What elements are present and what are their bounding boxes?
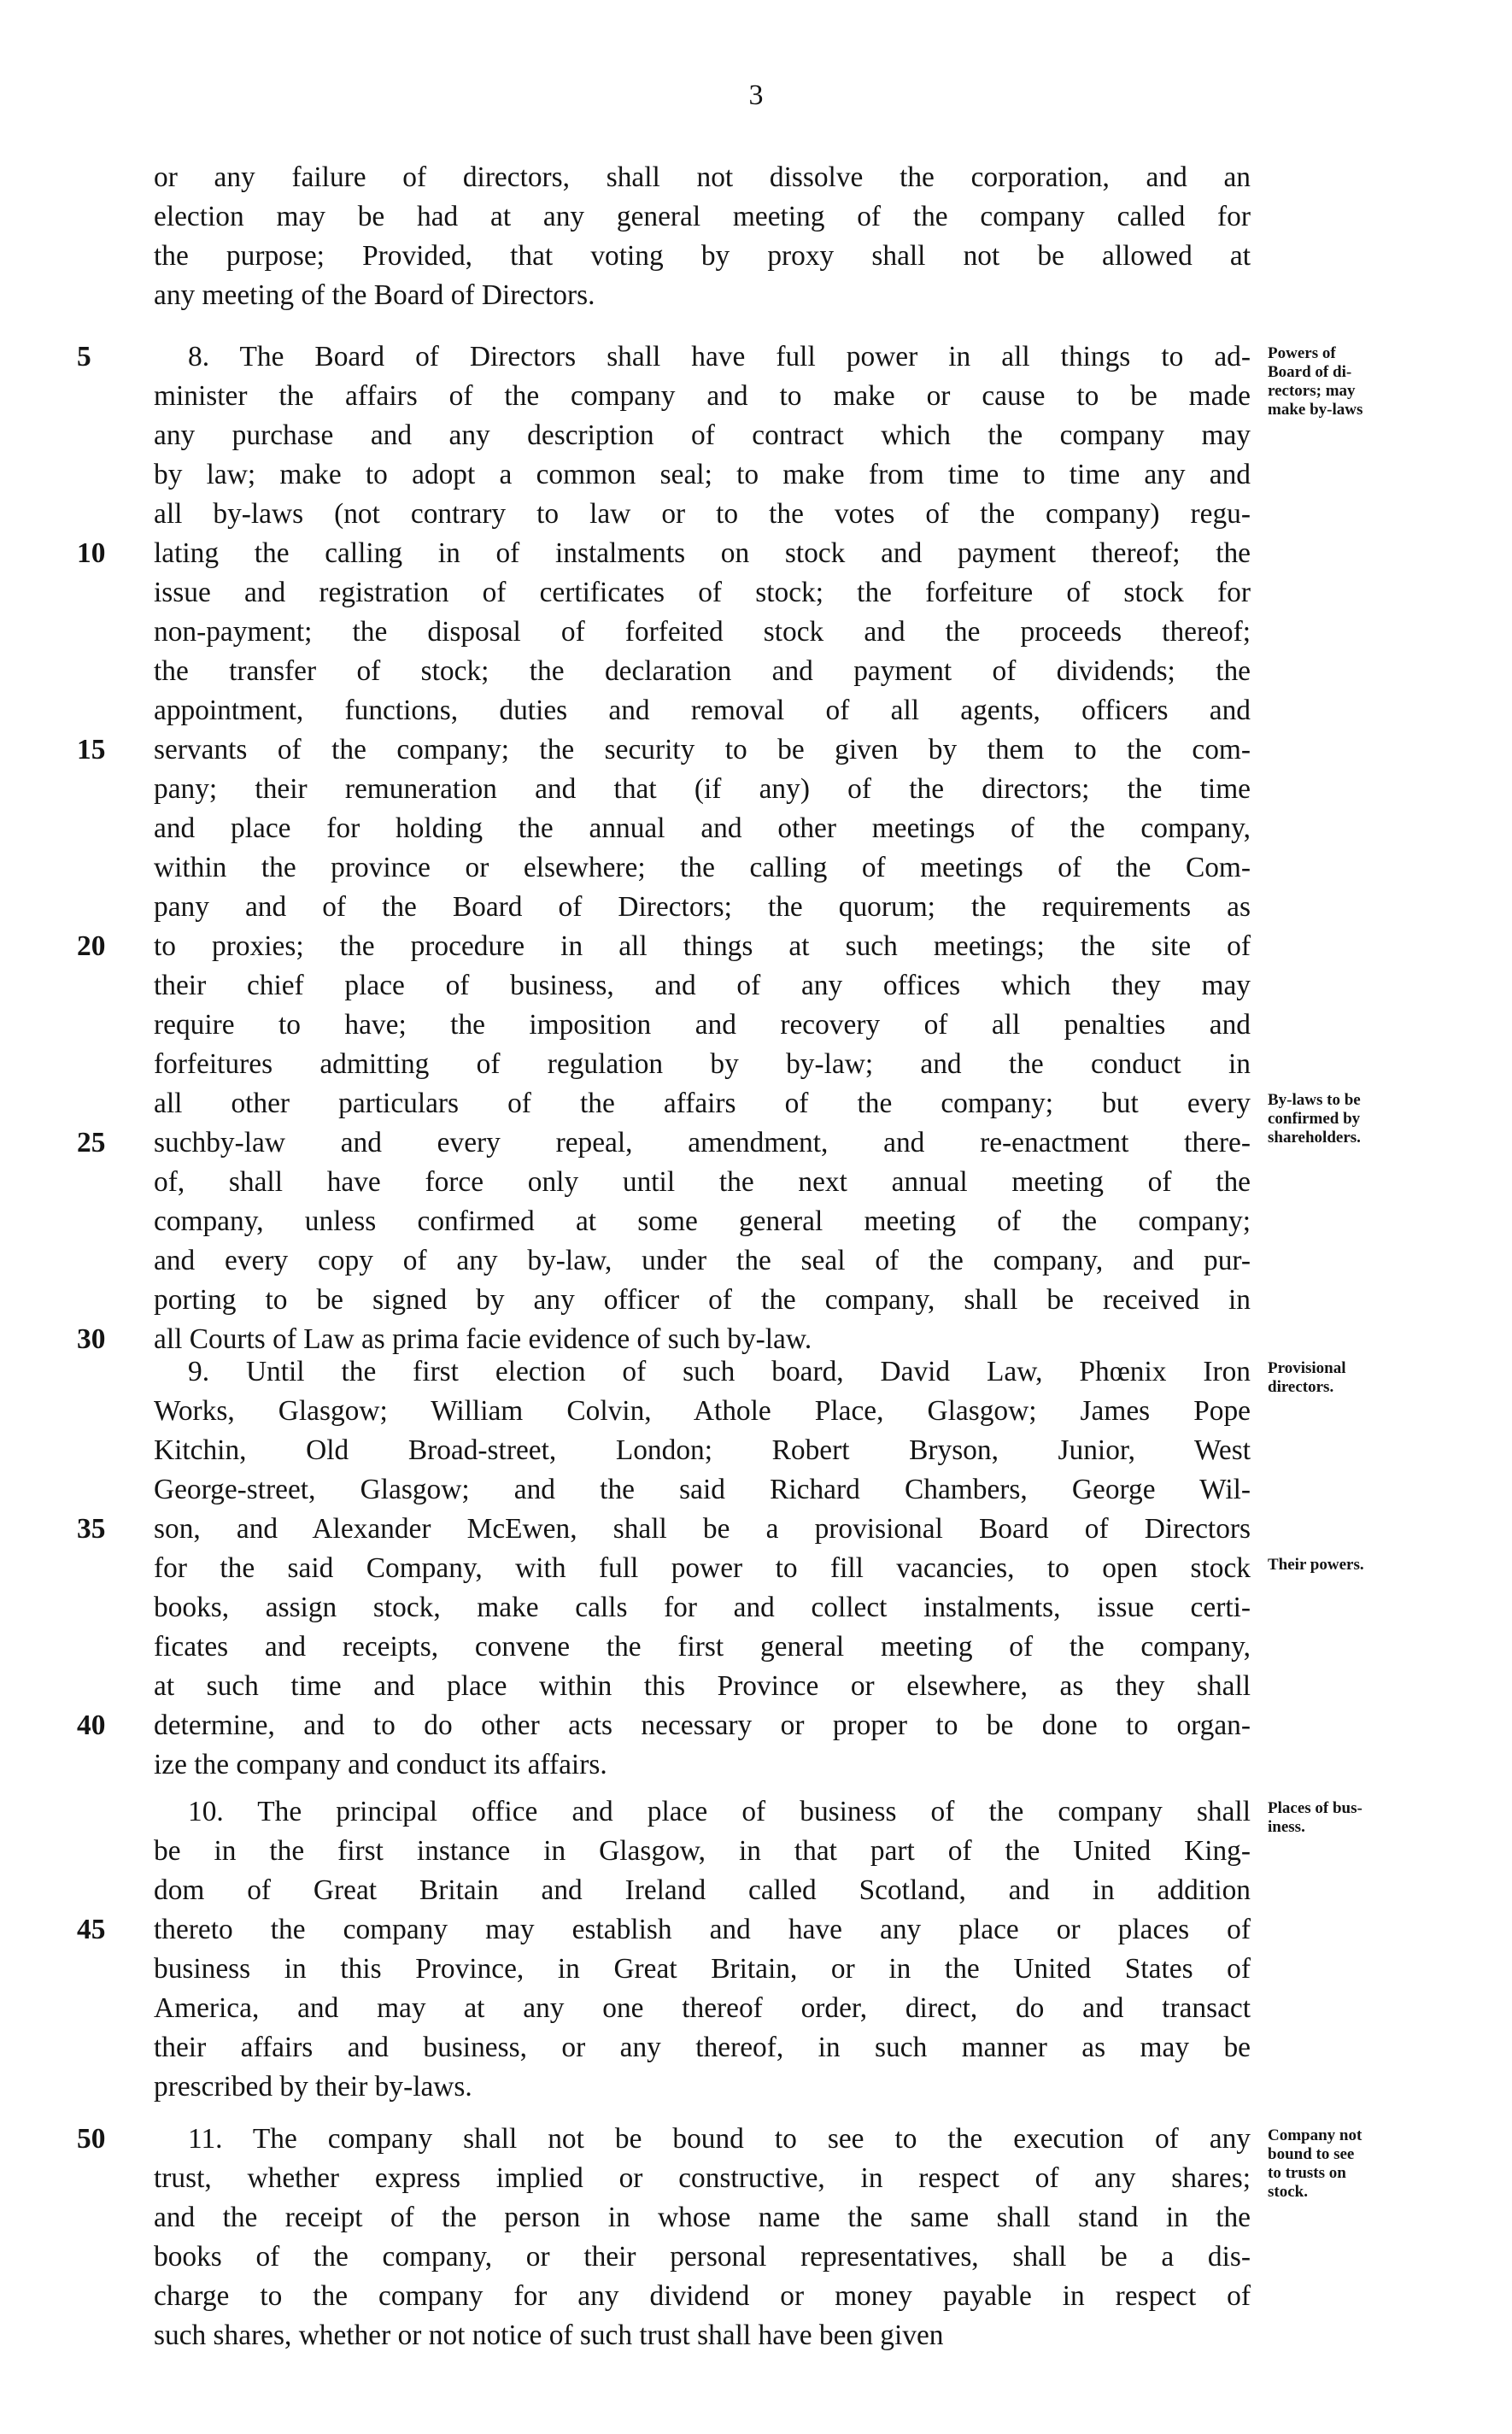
text-line: Works, Glasgow; William Colvin, Athole Place, Glasgow; James Pope (154, 1395, 1251, 1427)
text-line: non-payment; the disposal of forfeited stock and the proceeds thereof; (154, 616, 1251, 648)
text-line: George-street, Glasgow; and the said Richard Chambers, George Wil- (154, 1474, 1251, 1505)
text-line: any meeting of the Board of Directors. (154, 279, 595, 311)
line-number: 40 (77, 1710, 106, 1741)
text-line: America, and may at any one thereof order, direct, do and transact (154, 1992, 1251, 2024)
text-line: ize the company and conduct its affairs. (154, 1749, 607, 1780)
text-line: son, and Alexander McEwen, shall be a provisional Board of Directors (154, 1513, 1251, 1545)
line-number: 25 (77, 1127, 106, 1158)
text-line: and place for holding the annual and other meetings of the company, (154, 812, 1251, 844)
text-line: trust, whether express implied or constructive, in respect of any shares; (154, 2162, 1251, 2194)
text-line: Kitchin, Old Broad-street, London; Robert Bryson, Junior, West (154, 1434, 1251, 1466)
text-line: thereto the company may establish and have any place or places of (154, 1914, 1251, 1945)
text-line: determine, and to do other acts necessary or proper to be done to organ- (154, 1710, 1251, 1741)
text-line: all Courts of Law as prima facie evidence of such by-law. (154, 1323, 812, 1355)
text-line: and every copy of any by-law, under the seal of the company, and pur- (154, 1245, 1251, 1276)
text-line: books of the company, or their personal representatives, shall be a dis- (154, 2241, 1251, 2273)
text-line: 10. The principal office and place of business of the company shall (188, 1796, 1251, 1827)
text-line: or any failure of directors, shall not dissolve the corporation, and an (154, 161, 1251, 193)
text-line: the purpose; Provided, that voting by proxy shall not be allowed at (154, 240, 1251, 272)
text-line: servants of the company; the security to be given by them to the com- (154, 734, 1251, 765)
text-line: election may be had at any general meeting of the company called for (154, 201, 1251, 232)
marginal-note: By-laws to be confirmed by shareholders. (1268, 1091, 1361, 1147)
text-line: books, assign stock, make calls for and collect instalments, issue certi- (154, 1592, 1251, 1623)
text-line: charge to the company for any dividend or money payable in respect of (154, 2280, 1251, 2312)
line-number: 15 (77, 734, 106, 765)
text-line: pany and of the Board of Directors; the quorum; the requirements as (154, 891, 1251, 923)
text-line: all other particulars of the affairs of the company; but every (154, 1088, 1251, 1119)
text-line: dom of Great Britain and Ireland called Scotland, and in addition (154, 1874, 1251, 1906)
text-line: of, shall have force only until the next annual meeting of the (154, 1166, 1251, 1198)
text-line: prescribed by their by-laws. (154, 2071, 472, 2103)
line-number: 30 (77, 1323, 106, 1355)
text-line: their chief place of business, and of any offices which they may (154, 970, 1251, 1001)
line-number: 5 (77, 341, 91, 372)
marginal-note: Provisional directors. (1268, 1359, 1346, 1396)
text-line: porting to be signed by any officer of the company, shall be received in (154, 1284, 1251, 1316)
marginal-note: Company not bound to see to trusts on stock. (1268, 2126, 1363, 2201)
text-line: to proxies; the procedure in all things at such meetings; the site of (154, 930, 1251, 962)
line-number: 35 (77, 1513, 106, 1545)
text-line: all by-laws (not contrary to law or to the votes of the company) regu- (154, 498, 1251, 530)
line-number: 20 (77, 930, 106, 962)
text-line: within the province or elsewhere; the calling of meetings of the Com- (154, 852, 1251, 883)
text-line: by law; make to adopt a common seal; to make from time to time any and (154, 459, 1251, 490)
text-line: company, unless confirmed at some general meeting of the company; (154, 1205, 1251, 1237)
text-line: require to have; the imposition and recovery of all penalties and (154, 1009, 1251, 1041)
line-number: 45 (77, 1914, 106, 1945)
text-line: suchby-law and every repeal, amendment, and re-enactment there- (154, 1127, 1251, 1158)
text-line: for the said Company, with full power to fill vacancies, to open stock (154, 1552, 1251, 1584)
text-line: business in this Province, in Great Britain, or in the United States of (154, 1953, 1251, 1985)
text-line: the transfer of stock; the declaration and payment of dividends; the (154, 655, 1251, 687)
text-line: and the receipt of the person in whose name the same shall stand in the (154, 2202, 1251, 2233)
text-line: at such time and place within this Province or elsewhere, as they shall (154, 1670, 1251, 1702)
text-line: minister the affairs of the company and to make or cause to be made (154, 380, 1251, 412)
text-line: ficates and receipts, convene the first general meeting of the company, (154, 1631, 1251, 1663)
text-line: appointment, functions, duties and removal of all agents, officers and (154, 695, 1251, 726)
line-number: 10 (77, 537, 106, 569)
text-line: lating the calling in of instalments on stock and payment thereof; the (154, 537, 1251, 569)
text-line: forfeitures admitting of regulation by by-law; and the conduct in (154, 1048, 1251, 1080)
marginal-note: Places of bus- iness. (1268, 1799, 1363, 1836)
text-line: pany; their remuneration and that (if any) of the directors; the time (154, 773, 1251, 805)
text-line: 9. Until the first election of such board, David Law, Phœnix Iron (188, 1356, 1251, 1387)
marginal-note: Their powers. (1268, 1556, 1364, 1574)
marginal-note: Powers of Board of di- rectors; may make by-laws (1268, 344, 1363, 419)
text-line: issue and registration of certificates of stock; the forfeiture of stock for (154, 577, 1251, 608)
text-line: their affairs and business, or any thereof, in such manner as may be (154, 2032, 1251, 2063)
text-line: 8. The Board of Directors shall have full power in all things to ad- (188, 341, 1251, 372)
page-number: 3 (748, 79, 764, 111)
text-line: be in the first instance in Glasgow, in that part of the United King- (154, 1835, 1251, 1867)
text-line: 11. The company shall not be bound to see to the execution of any (188, 2123, 1251, 2155)
line-number: 50 (77, 2123, 106, 2155)
text-line: any purchase and any description of contract which the company may (154, 419, 1251, 451)
text-line: such shares, whether or not notice of such trust shall have been given (154, 2320, 944, 2351)
